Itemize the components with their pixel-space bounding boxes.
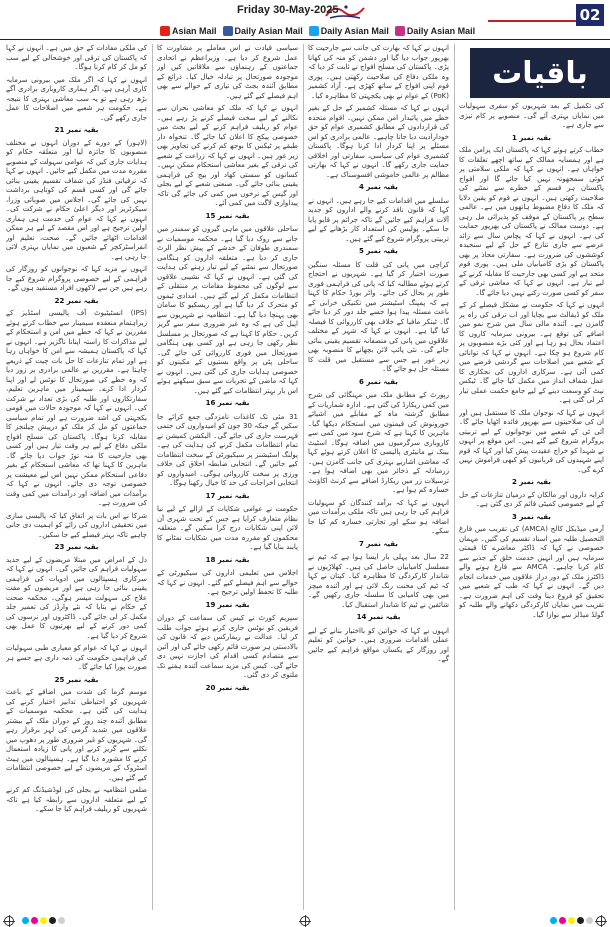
article-paragraph: انہوں نے کہا کہ مسئلہ کشمیر کے حل کے بغیر خطے میں پائیدار امن ممکن نہیں۔ اقوام متحدہ کی قراردادوں کے مطابق کشمیری عوام کو حق خودارادیت دیا جانا چاہیے۔ عالمی برادری کو اس مسئلے پر اپنا کردار ادا کرنا ہوگا۔ پاکستان کشمیری عوام کی سیاسی، سفارتی اور اخلاقی حمایت جاری رکھے گا۔ انہوں نے کہا کہ بھارتی مظالم پر عالمی خاموشی افسوسناک ہے۔ [308,104,449,179]
social-links [160,24,475,38]
continuation-heading: بقیہ نمبر 17 [205,491,250,500]
registration-mark-icon [596,916,606,926]
continuation-heading: بقیہ نمبر 23 [54,543,99,551]
masthead-accent-rule [488,20,588,22]
color-swatch [40,917,47,924]
color-swatch [586,917,593,924]
article-paragraph: کراچی میں پانی کی قلت کا مسئلہ سنگین صورت اختیار کر گیا ہے۔ شہریوں نے احتجاج کرتے ہوئے مطالبہ کیا کہ پانی کی فراہمی فوری طور پر بحال کی جائے۔ واٹر بورڈ حکام کا کہنا ہے کہ پمپنگ اسٹیشنز میں تکنیکی خرابی کے باعث مسئلہ پیدا ہوا جسے جلد دور کر دیا جائے گا۔ ٹینکر مافیا کے خلاف بھی کارروائی کا فیصلہ کیا گیا ہے۔ انہوں نے کہا کہ شہر کے مختلف علاقوں میں پانی کی منصفانہ تقسیم یقینی بنائی جائے گی۔ نئی پائپ لائن بچھانے کا منصوبہ بھی زیر غور ہے جس سے مستقبل میں قلت کا مسئلہ حل ہو جائے گا۔ [308,260,449,373]
article-paragraph: انہوں نے کہا کہ حکومت نے مشکل فیصلے کر کے ملک کو ڈیفالٹ سے بچایا اور اب ترقی کی راہ پر گامزن ہے۔ آئندہ مالی سال میں شرح نمو میں اضافے کی توقع ہے۔ بیرونی سرمایہ کاروں کا اعتماد بحال ہو رہا ہے اور کئی بڑے منصوبوں پر کام شروع ہو چکا ہے۔ انہوں نے کہا کہ توانائی کے شعبے میں اصلاحات سے گردشی قرضے میں کمی آئی ہے۔ سرکاری اداروں کی نجکاری کا عمل شفاف انداز میں مکمل کیا جائے گا۔ ٹیکس نیٹ کو وسعت دینے کے لیے جامع حکمت عملی تیار کر لی گئی ہے۔ [459,301,604,404]
color-swatch [31,917,38,924]
continuation-heading: بقیہ نمبر 3 [512,512,551,521]
article-paragraph: (لاہور) کے دورے کے دوران انہوں نے مختلف منصوبوں کا جائزہ لیا اور متعلقہ حکام کو ہدایات جاری کیں کہ عوامی سہولت کے منصوبے مقررہ مدت میں مکمل کیے جائیں۔ انہوں نے کہا کہ ترقیاتی فنڈز کی شفاف تقسیم یقینی بنائی جائے گی اور کسی قسم کی کوتاہی برداشت نہیں کی جائے گی۔ اجلاس میں صوبائی وزرا، سیکرٹریز اور دیگر اعلیٰ حکام نے شرکت کی۔ انہوں نے کہا کہ عوام کی خدمت ہی ہماری اولین ترجیح ہے اور اس مقصد کے لیے ہر ممکن اقدامات اٹھائے جائیں گے۔ صحت، تعلیم اور انفراسٹرکچر کے شعبوں میں نمایاں بہتری لائی جا رہی ہے۔ [6,138,147,261]
column-divider [454,44,455,910]
facebook-icon [223,26,233,36]
continuation-heading: بقیہ نمبر 18 [205,555,250,564]
continuation-heading: بقیہ نمبر 16 [205,399,250,407]
color-swatch [568,917,575,924]
article-paragraph: 22 سال بعد پہلی بار ایسا ہوا ہے کہ ٹیم نے مسلسل کامیابیاں حاصل کی ہیں۔ کھلاڑیوں نے شاندار کارکردگی کا مظاہرہ کیا۔ کپتان نے کہا کہ ٹیم کی محنت رنگ لائی ہے اور آئندہ میچز میں بھی کامیابی کا سلسلہ جاری رکھیں گے۔ شائقین نے ٹیم کا شاندار استقبال کیا۔ [308,553,449,609]
color-swatch [550,917,557,924]
social-twitter-label: Daily Asian Mail [320,26,389,36]
social-twitter[interactable] [309,26,389,36]
social-youtube[interactable] [160,26,217,36]
column-2 [157,44,298,910]
masthead-rule [0,39,610,40]
color-swatch [559,917,566,924]
article-paragraph: سلسلے میں اقدامات کیے جا رہے ہیں۔ انہوں نے کہا کہ قانون نافذ کرنے والے اداروں کو جدید آلات فراہم کیے جائیں گے تاکہ جرائم پر قابو پایا جا سکے۔ پولیس کی استعداد کار بڑھانے کے لیے تربیتی پروگرام شروع کیے گئے ہیں۔ [308,196,449,243]
social-youtube-label: Asian Mail [172,26,217,36]
continuation-heading: بقیہ نمبر 1 [512,133,551,142]
article-paragraph: دل کے امراض میں مبتلا مریضوں کے لیے جدید سہولیات فراہم کی جائیں گی۔ انہوں نے کہا کہ سرکاری ہسپتالوں میں ادویات کی فراہمی یقینی بنائی جا رہی ہے اور مریضوں کو مفت علاج کی سہولت میسر ہوگی۔ محکمہ صحت کے حکام نے بتایا کہ نئے وارڈز کی تعمیر جلد مکمل کر لی جائے گی۔ ڈاکٹروں اور نرسوں کی کمی دور کرنے کے لیے بھرتیوں کا عمل بھی شروع کر دیا گیا ہے۔ [6,555,147,640]
article-paragraph: آرمی میڈیکل کالج (AMCA) کی تقریب میں فارغ التحصیل طلبہ میں اسناد تقسیم کی گئیں۔ مہمان خصوصی نے کہا کہ ڈاکٹر معاشرے کا قیمتی سرمایہ ہیں اور انہیں خدمت خلق کے جذبے سے کام کرنا چاہیے۔ AMCA سے فارغ ہونے والے ڈاکٹرز ملک کے دور دراز علاقوں میں خدمات انجام دیں گے۔ انہوں نے کہا کہ طب کے شعبے میں تحقیق کو فروغ دینا وقت کی اہم ضرورت ہے۔ تقریب میں نمایاں کارکردگی دکھانے والے طلبہ کو گولڈ میڈلز سے نوازا گیا۔ [459,525,604,619]
column-3 [308,44,449,910]
column-divider [303,44,304,910]
continuation-heading: بقیہ نمبر 7 [359,539,398,548]
article-paragraph: خطاب کرتے ہوئے کہا کہ پاکستان ایک پرامن ملک ہے اور ہمسایہ ممالک کے ساتھ اچھے تعلقات کا خواہاں ہے۔ انہوں نے کہا کہ ملکی سلامتی پر کوئی سمجھوتہ نہیں کیا جائے گا اور افواج پاکستان ہر قسم کے خطرے سے نمٹنے کی صلاحیت رکھتی ہیں۔ انہوں نے قوم کو یقین دلایا کہ ملک کا دفاع مضبوط ہاتھوں میں ہے۔ عالمی سطح پر پاکستان کے موقف کو پذیرائی مل رہی ہے۔ دوست ممالک نے پاکستان کی بھرپور حمایت کی ہے۔ انہوں نے کہا کہ پچاس سال سے زائد عرصے سے جاری تنازع کے حل کے لیے سنجیدہ کوششوں کی ضرورت ہے۔ سفارتی محاذ پر بھی پاکستان کو بڑی کامیابیاں ملی ہیں۔ پوری قوم متحد ہے اور کسی بھی جارحیت کا مقابلہ کرنے کے لیے تیار ہے۔ انہوں نے کہا کہ معاشی ترقی کے سفر کو کسی صورت رکنے نہیں دیا جائے گا۔ [459,146,604,297]
article-paragraph: (IPS) انسٹیٹیوٹ آف پالیسی اسٹڈیز کے زیراہتمام منعقدہ سیمینار سے خطاب کرتے ہوئے مقررین نے کہا کہ خطے میں امن و استحکام کے لیے مذاکرات کا راستہ اپنانا ناگزیر ہے۔ انہوں نے کہا کہ پاکستان ہمیشہ سے امن کا خواہاں رہا ہے اور تمام تنازعات کا حل بات چیت کے ذریعے چاہتا ہے۔ مقررین نے عالمی برادری پر زور دیا کہ وہ خطے کی صورتحال کا نوٹس لے اور اپنا کردار ادا کرے۔ سیمینار میں ماہرین تعلیم، سفارتکاروں اور طلبہ کی بڑی تعداد نے شرکت کی۔ انہوں نے کہا کہ موجودہ حالات میں قومی یکجہتی کی اشد ضرورت ہے اور تمام سیاسی جماعتوں کو مل کر ملک کو درپیش چیلنجز کا مقابلہ کرنا ہوگا۔ پاکستان کی مسلح افواج ملکی دفاع کے لیے ہر وقت تیار ہیں اور کسی بھی جارحیت کا منہ توڑ جواب دیا جائے گا۔ ماہرین کا کہنا تھا کہ معاشی استحکام کے بغیر دفاعی استحکام ممکن نہیں اس لیے معیشت پر خصوصی توجہ دی جائے۔ انہوں نے کہا کہ برآمدات میں اضافہ اور درآمدات میں کمی وقت کی ضرورت ہے۔ [6,309,147,507]
continuation-heading: بقیہ نمبر 14 [356,613,401,621]
continuation-heading: بقیہ نمبر 20 [205,683,250,692]
continuation-heading: بقیہ نمبر 15 [205,211,250,220]
article-paragraph: انہوں نے کہا کہ ملک کو معاشی بحران سے نکالنے کے لیے سخت فیصلے کرنے پڑ رہے ہیں۔ عوام کو ریلیف فراہم کرنے کے لیے بجٹ میں خصوصی پیکج کا اعلان کیا جائے گا۔ تنخواہ دار طبقے پر ٹیکس کا بوجھ کم کرنے کی تجاویز بھی زیر غور ہیں۔ انہوں نے کہا کہ زراعت کے شعبے کی ترقی کے بغیر معاشی استحکام ممکن نہیں۔ کسانوں کو سستی کھاد اور بیج کی فراہمی یقینی بنائی جائے گی۔ صنعتی شعبے کے لیے بجلی اور گیس کے نرخوں میں کمی کی جائے گی تاکہ پیداواری لاگت میں کمی آئے۔ [157,104,298,207]
color-swatch [577,917,584,924]
article-paragraph: حکومت نے عوامی شکایات کے ازالے کے لیے نیا نظام متعارف کرایا ہے جس کے تحت شہری آن لائن اپنی شکایات درج کرا سکیں گے۔ متعلقہ محکموں کو مقررہ مدت میں شکایات نمٹانے کا پابند بنایا گیا ہے۔ [157,505,298,551]
article-paragraph: انہوں نے کہا کہ اگر ملک میں بیرونی سرمایہ کاری آرہی ہے، اگر ہماری کاروباری برادری آگے بڑھ رہی ہے تو یہ سب معاشی بہتری کا نتیجہ ہے۔ حکومت ہر شعبے میں اصلاحات کا عمل جاری رکھے گی۔ [6,75,147,122]
registration-mark-icon [4,916,14,926]
article-paragraph: انہوں نے کہا کہ نوجوان ملک کا مستقبل ہیں اور ان کی صلاحیتوں سے بھرپور فائدہ اٹھایا جائے گا۔ آئی ٹی کے شعبے میں نوجوانوں کے لیے تربیتی پروگرام شروع کیے گئے ہیں۔ اس موقع پر انہوں نے شہدا کو خراج عقیدت پیش کیا اور کہا کہ قوم اپنے شہیدوں کی قربانیوں کو کبھی فراموش نہیں کرے گی۔ [459,408,604,474]
article-paragraph: انہوں نے مزید کہا کہ نوجوانوں کو روزگار کی فراہمی کے لیے خصوصی پروگرام شروع کیے جا رہے ہیں جن سے لاکھوں افراد مستفید ہوں گے۔ [6,265,147,292]
continuation-heading: بقیہ نمبر 25 [54,675,99,684]
column-1 [6,44,147,910]
article-paragraph: موسم گرما کی شدت میں اضافے کے باعث شہریوں کو احتیاطی تدابیر اختیار کرنے کی ہدایت کی گئی ہے۔ محکمہ موسمیات کے مطابق آئندہ چند روز کے دوران ملک کے بیشتر علاقوں میں شدید گرمی کی لہر برقرار رہے گی۔ شہریوں کو غیر ضروری طور پر دھوپ میں نکلنے سے گریز کرنے اور پانی کا زیادہ استعمال کرنے کا مشورہ دیا گیا ہے۔ ہسپتالوں میں ہیٹ اسٹروک کے مریضوں کے لیے خصوصی انتظامات کیے گئے ہیں۔ [6,688,147,782]
article-paragraph: سپریم کورٹ نے کیس کی سماعت کے دوران فریقین کو نوٹس جاری کرتے ہوئے جواب طلب کر لیا۔ عدالت نے ریمارکس دیے کہ قانون کی بالادستی ہر صورت قائم رکھی جائے گی اور آئین سے متصادم کسی اقدام کی اجازت نہیں دی جائے گی۔ کیس کی مزید سماعت آئندہ ہفتے تک ملتوی کر دی گئی۔ [157,614,298,679]
color-swatches [550,917,593,924]
article-paragraph: کرایہ داروں اور مالکان کے درمیان تنازعات کے حل کے لیے خصوصی کمیٹی قائم کر دی گئی ہے۔ [459,490,604,508]
social-facebook[interactable] [223,26,303,36]
continuation-heading: بقیہ نمبر 21 [54,126,99,134]
page-number: 02 [576,4,604,26]
article-paragraph: 31 مئی تک کاغذات نامزدگی جمع کرائے جا سکیں گے جبکہ 30 جون کو امیدواروں کی حتمی فہرست جاری کی جائے گی۔ الیکشن کمیشن نے تمام انتظامات مکمل کرنے کی ہدایت کی ہے۔ پولنگ اسٹیشنز پر سیکیورٹی کے سخت انتظامات کیے جائیں گے۔ انتخابی ضابطہ اخلاق کی خلاف ورزی پر سخت کارروائی ہوگی۔ امیدواروں کو انتخابی اخراجات کی حد کا خیال رکھنا ہوگا۔ [157,412,298,487]
continuation-heading: بقیہ نمبر 19 [205,600,250,609]
article-paragraph: رپورٹ کے مطابق ملک میں مہنگائی کی شرح میں کمی ریکارڈ کی گئی ہے۔ ادارہ شماریات کے مطابق گزشتہ ماہ کے مقابلے میں اشیائے خورونوش کی قیمتوں میں استحکام دیکھا گیا۔ ماہرین کا کہنا ہے کہ شرح سود میں کمی سے کاروباری سرگرمیوں میں اضافہ ہوگا۔ اسٹیٹ بینک نے مانیٹری پالیسی کا اعلان کرتے ہوئے کہا کہ معاشی اشاریے بہتری کی جانب گامزن ہیں۔ زرمبادلہ کے ذخائر میں بھی اضافہ ہوا ہے۔ ترسیلات زر میں ریکارڈ اضافے سے کرنٹ اکاؤنٹ خسارہ کم ہوا ہے۔ [308,391,449,494]
masthead [0,0,610,40]
article-paragraph: انہوں نے کہا کہ عوام کو معیاری طبی سہولیات کی فراہمی حکومت کی ذمہ داری ہے جسے ہر صورت پورا کیا جائے گا۔ [6,644,147,671]
article-paragraph: انہوں نے کہا کہ بھارت کی جانب سے جارحیت کا بھرپور جواب دیا گیا اور دشمن کو منہ کی کھانا پڑی۔ پاکستان کی مسلح افواج نے ثابت کر دیا کہ وہ ملکی دفاع کی صلاحیت رکھتی ہیں۔ پوری قوم اپنی افواج کے ساتھ کھڑی ہے۔ آزاد کشمیر (PoK) کے عوام نے بھی یکجہتی کا مظاہرہ کیا۔ [308,44,449,100]
color-swatches [22,917,65,924]
social-instagram-label: Daily Asian Mail [406,26,476,36]
article-paragraph: ساحلی علاقوں میں ماہی گیروں کو سمندر میں جانے سے روک دیا گیا ہے۔ محکمہ موسمیات نے سمندری طوفان کے خدشے کے پیش نظر الرٹ جاری کر دیا ہے۔ متعلقہ اداروں کو ہنگامی صورتحال سے نمٹنے کے لیے تیار رہنے کی ہدایت کی گئی ہے۔ انہوں نے کہا کہ نشیبی علاقوں سے لوگوں کی محفوظ مقامات پر منتقلی کے انتظامات مکمل کر لیے گئے ہیں۔ امدادی ٹیموں کو متحرک کر دیا گیا ہے اور ریسکیو کا سامان بھی پہنچا دیا گیا ہے۔ انتظامیہ نے شہریوں سے اپیل کی ہے کہ وہ غیر ضروری سفر سے گریز کریں۔ حکام کا کہنا ہے کہ صورتحال پر مسلسل نظر رکھی جا رہی ہے اور کسی بھی ہنگامی صورتحال میں فوری کارروائی کی جائے گی۔ ساحلی پٹی پر واقع بستیوں کے مکینوں کو خصوصی ہدایات جاری کی گئی ہیں۔ انہوں نے کہا کہ ماضی کے تجربات سے سبق سیکھتے ہوئے اس بار بہتر انتظامات کیے گئے ہیں۔ [157,225,298,395]
article-paragraph: شرکا نے اس بات پر اتفاق کیا کہ پالیسی سازی میں تحقیقی اداروں کی رائے کو اہمیت دی جانی چاہیے تاکہ بہتر فیصلے کیے جا سکیں۔ [6,511,147,539]
article-paragraph: انہوں نے کہا کہ خواتین کو بااختیار بنانے کے لیے عملی اقدامات ضروری ہیں۔ خواتین کو تعلیم اور روزگار کے یکساں مواقع فراہم کیے جائیں گے۔ [308,626,449,663]
continuation-heading: بقیہ نمبر 5 [359,247,398,255]
color-swatch [22,917,29,924]
issue-date: Friday 30-May-2025 [237,4,339,16]
social-instagram[interactable] [395,26,475,36]
color-swatch [49,917,56,924]
registration-mark-icon [300,916,310,926]
article-paragraph: کی ملکی مفادات کے حق میں ہے۔ انہوں نے کہا کہ پاکستان کی ترقی اور خوشحالی کے لیے سب کو مل کر کام کرنا ہوگا۔ [6,44,147,71]
article-paragraph: سیاسی قیادت نے اس معاملے پر مشاورت کا عمل شروع کر دیا ہے۔ وزیراعظم نے اتحادی جماعتوں کے رہنماؤں سے ملاقاتیں کیں اور موجودہ صورتحال پر تبادلہ خیال کیا۔ ذرائع کے مطابق آئندہ بجٹ کی تیاری کے حوالے سے بھی اہم فیصلے کیے گئے ہیں۔ [157,44,298,100]
social-facebook-label: Daily Asian Mail [234,26,303,36]
print-footer [0,914,610,927]
article-paragraph: ضلعی انتظامیہ نے بجلی کی لوڈشیڈنگ کم کرنے کے لیے متعلقہ اداروں سے رابطہ کیا ہے تاکہ شہریوں کو ریلیف فراہم کیا جا سکے۔ [6,786,147,813]
article-paragraph: کی تکمیل کے بعد شہریوں کو سفری سہولیات میں نمایاں بہتری آئے گی۔ منصوبے پر کام تیزی سے جاری ہے۔ [459,102,604,129]
article-columns [6,44,604,910]
continuation-heading: بقیہ نمبر 22 [54,296,99,305]
continuation-heading: بقیہ نمبر 4 [359,183,398,191]
section-banner: باقیات [470,48,610,98]
article-paragraph: اجلاس میں تعلیمی اداروں کی سیکیورٹی کے حوالے سے اہم فیصلے کیے گئے۔ انہوں نے کہا کہ طلبہ کا تحفظ اولین ترجیح ہے۔ [157,569,298,596]
continuation-heading: بقیہ نمبر 2 [512,478,551,486]
article-paragraph: انہوں نے کہا کہ برآمد کنندگان کو سہولیات فراہم کی جا رہی ہیں تاکہ ملکی برآمدات میں اضافہ ہو سکے اور تجارتی خسارہ کم کیا جا سکے۔ [308,498,449,535]
twitter-icon [309,26,319,36]
column-divider [152,44,153,910]
youtube-icon [160,26,170,36]
instagram-icon [395,26,405,36]
column-4 [459,102,604,910]
color-swatch [58,917,65,924]
continuation-heading: بقیہ نمبر 6 [359,377,398,386]
